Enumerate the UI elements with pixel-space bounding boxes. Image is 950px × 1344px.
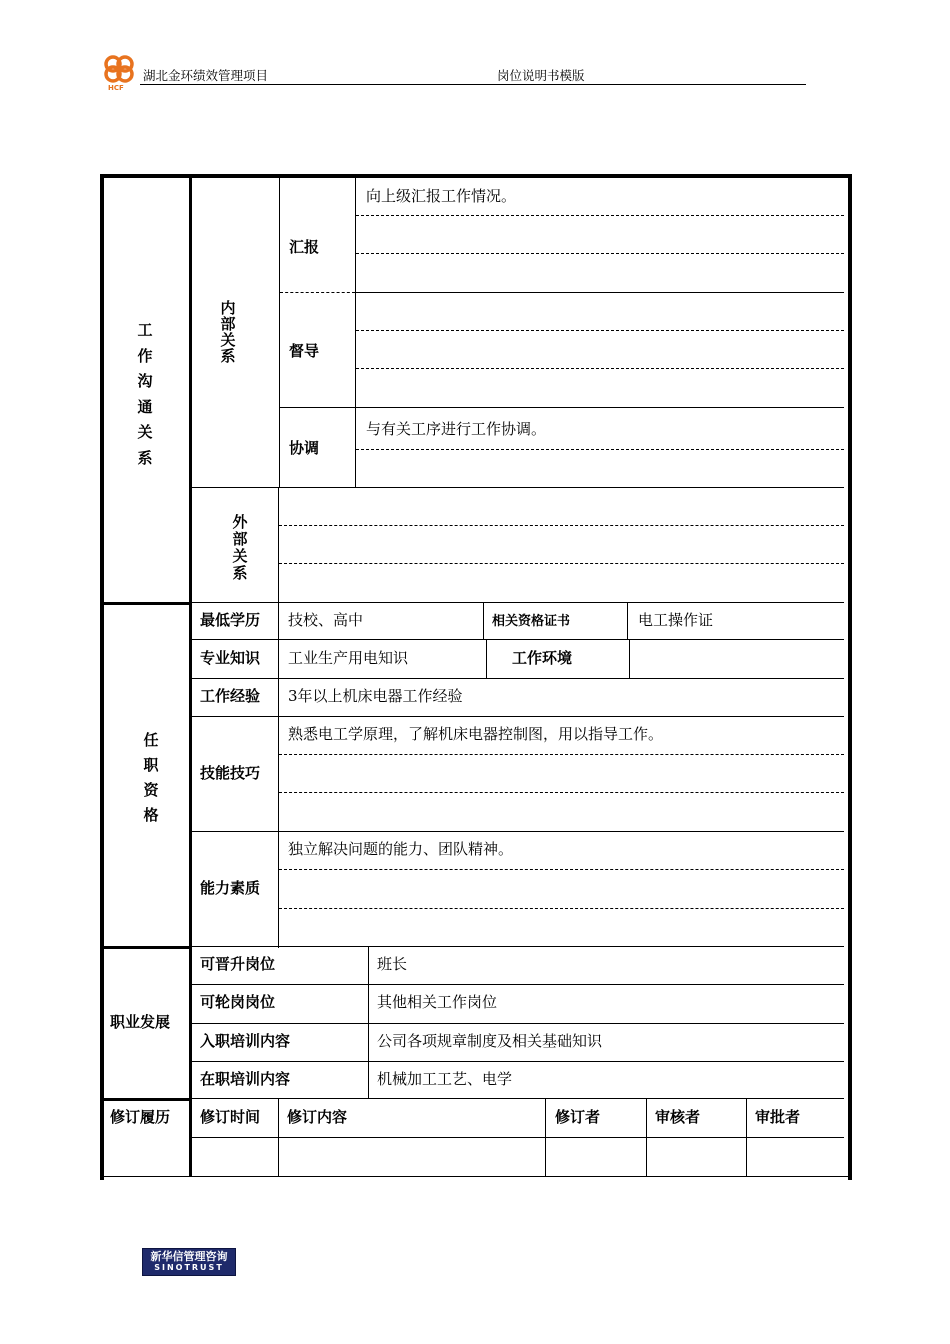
rotate-label: 可轮岗岗位 <box>200 993 276 1011</box>
report-label: 汇报 <box>289 238 320 256</box>
onboard-value: 公司各项规章制度及相关基础知识 <box>377 1032 603 1050</box>
report-text: 向上级汇报工作情况。 <box>366 187 517 205</box>
ability-value: 独立解决问题的能力、团队精神。 <box>288 840 514 858</box>
skills-label: 技能技巧 <box>200 764 261 782</box>
project-title: 湖北金环绩效管理项目 <box>143 68 269 83</box>
exp-value: 3年以上机床电器工作经验 <box>288 687 463 705</box>
coordinate-label: 协调 <box>289 439 320 457</box>
min-edu-value: 技校、高中 <box>288 611 364 629</box>
skills-value: 熟悉电工学原理，了解机床电器控制图，用以指导工作。 <box>288 725 664 743</box>
knowledge-value: 工业生产用电知识 <box>288 649 409 667</box>
table-bottom-rule <box>100 1176 848 1177</box>
exp-label: 工作经验 <box>200 687 261 705</box>
revision-title: 修订履历 <box>110 1108 171 1126</box>
min-edu-label: 最低学历 <box>200 611 261 629</box>
sinotrust-logo <box>142 1248 236 1276</box>
qualifications-title: 任 职 资 格 <box>143 731 159 824</box>
revision-header-content: 修订内容 <box>287 1108 348 1126</box>
svg-text:HCF: HCF <box>108 84 124 92</box>
cert-value: 电工操作证 <box>638 611 714 629</box>
doc-type: 岗位说明书模版 <box>497 68 585 83</box>
rotate-value: 其他相关工作岗位 <box>377 993 498 1011</box>
sinotrust-logo-en: SINOTRUST <box>154 1263 224 1272</box>
ability-label: 能力素质 <box>200 879 261 897</box>
env-label: 工作环境 <box>512 649 573 667</box>
promote-value: 班长 <box>377 955 408 973</box>
onboard-label: 入职培训内容 <box>200 1032 291 1050</box>
supervise-label: 督导 <box>289 342 320 360</box>
cert-label: 相关资格证书 <box>492 614 571 629</box>
revision-header-approver: 审批者 <box>755 1108 801 1126</box>
revision-header-time: 修订时间 <box>200 1108 261 1126</box>
external-relations-label: 外 部 关 系 <box>232 513 248 582</box>
header-rule <box>140 84 806 85</box>
revision-header-reviser: 修订者 <box>555 1108 601 1126</box>
communication-title: 工 作 沟 通 关 系 <box>137 321 153 467</box>
ongoing-value: 机械加工工艺、电学 <box>377 1070 513 1088</box>
header <box>0 0 950 100</box>
internal-relations-label: 内 部 关 系 <box>220 299 236 365</box>
revision-header-reviewer: 审核者 <box>655 1108 701 1126</box>
hcf-logo <box>100 52 138 92</box>
coordinate-text: 与有关工序进行工作协调。 <box>366 420 547 438</box>
sinotrust-logo-cn: 新华信管理咨询 <box>150 1250 228 1263</box>
career-title: 职业发展 <box>110 1013 171 1031</box>
ongoing-label: 在职培训内容 <box>200 1070 291 1088</box>
knowledge-label: 专业知识 <box>200 649 261 667</box>
promote-label: 可晋升岗位 <box>200 955 276 973</box>
